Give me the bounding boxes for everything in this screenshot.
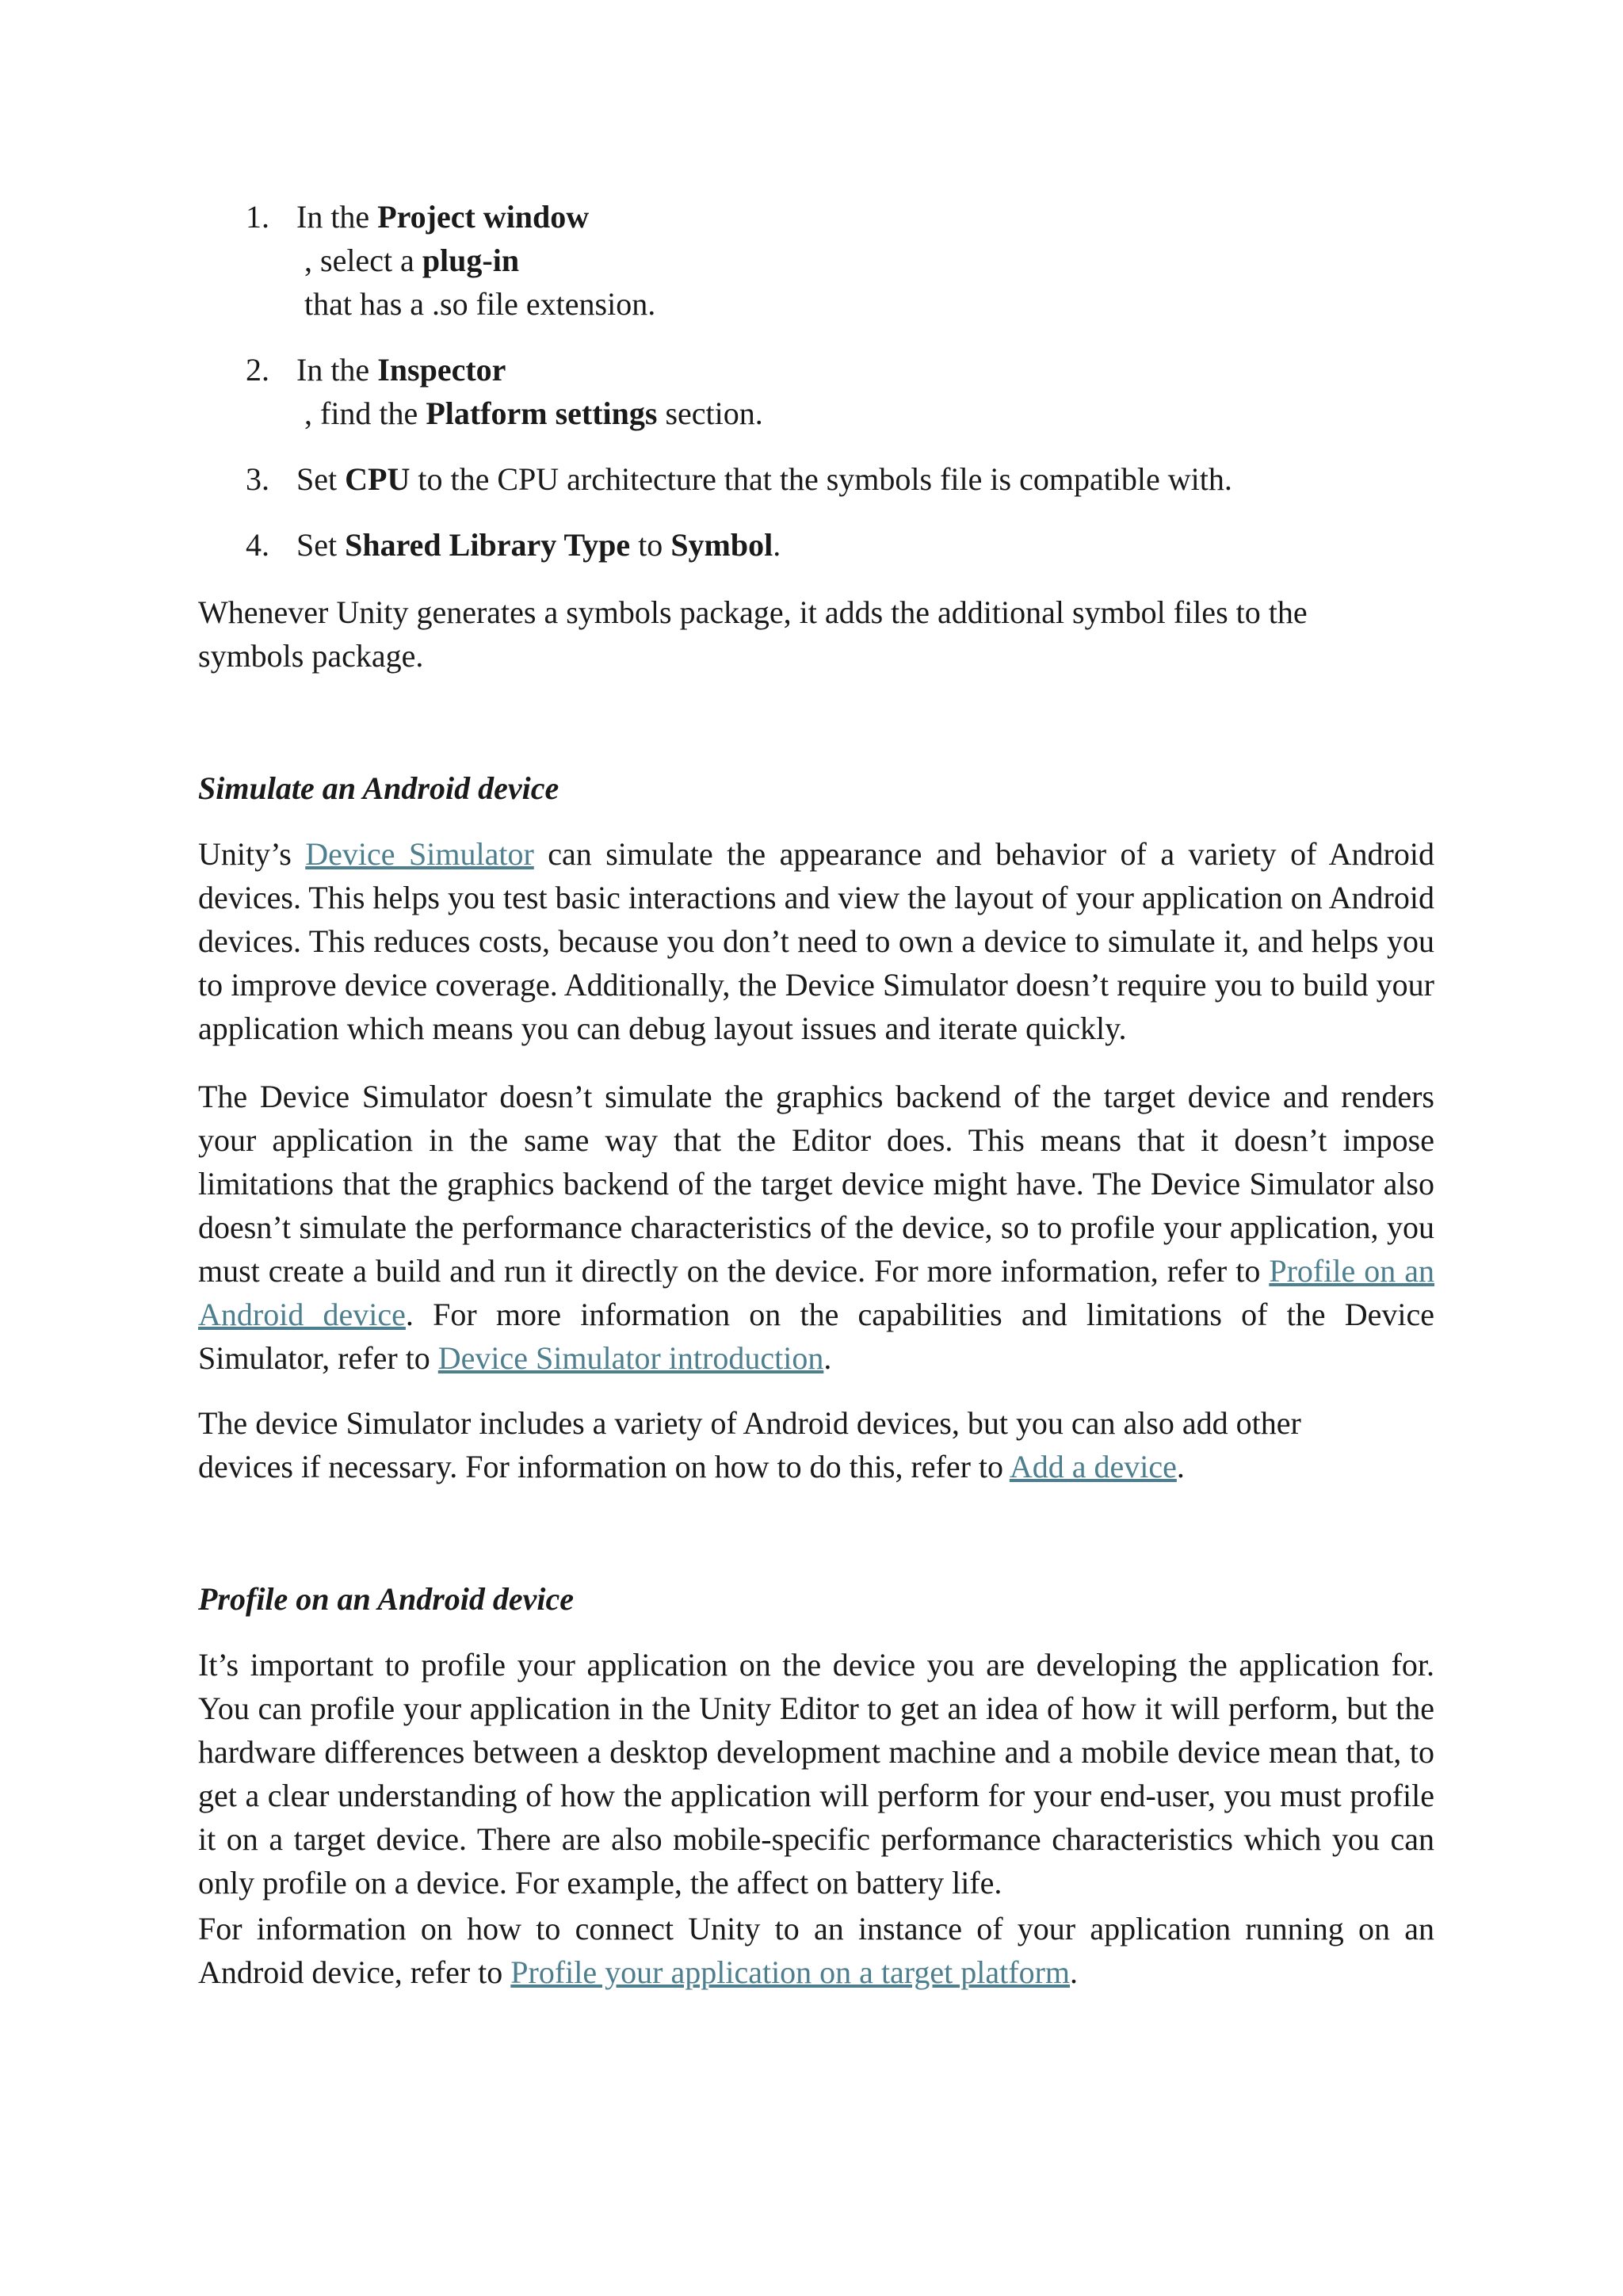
step-text: to <box>630 527 671 563</box>
paragraph-text: For information on how to connect Unity to an instance of your application running on an Android device, refer to <box>198 1911 1434 1990</box>
step-text: Set <box>296 461 346 497</box>
paragraph-text: The device Simulator includes a variety of Android devices, but you can also add other devices if necessary. For information on how to do this, refer to <box>198 1405 1301 1484</box>
step-bold: Symbol <box>670 527 773 563</box>
profile-target-platform-link[interactable]: Profile your application on a target platform <box>510 1954 1071 1990</box>
step-bold: Inspector <box>377 352 506 388</box>
paragraph-text: Unity’s <box>198 836 306 872</box>
step-bold: Project window <box>377 199 590 235</box>
step-line <box>296 348 1434 392</box>
step-bold: plug-in <box>422 243 520 278</box>
steps-list <box>198 195 1434 589</box>
step-text: to the CPU architecture that the symbols file is compatible with. <box>410 461 1232 497</box>
paragraph-text: The Device Simulator doesn’t simulate the graphics backend of the target device and renders your application in the same way that the Editor does. This means that it doesn’t impose limitations that the graphics backend of the target device might have. The Device Simulator also doesn’t simulate the performance characteristics of the device, so to profile your application, you must create a build and run it directly on the device. For more information, refer to <box>198 1079 1434 1289</box>
device-simulator-introduction-link[interactable]: Device Simulator introduction <box>437 1340 824 1376</box>
step-line <box>296 457 1434 501</box>
step-text: Set <box>296 527 346 563</box>
step-text: that has a .so file extension. <box>304 286 656 322</box>
step-number: 1. <box>246 199 269 235</box>
step-line <box>296 239 1434 282</box>
device-simulator-link[interactable]: Device Simulator <box>305 836 534 872</box>
step-bold: Platform settings <box>426 395 658 431</box>
step-item <box>198 348 1434 435</box>
step-number: 3. <box>246 461 269 497</box>
paragraph-text: . <box>1070 1954 1079 1990</box>
step-line <box>296 392 1434 435</box>
step-text: In the <box>296 199 378 235</box>
step-number: 4. <box>246 527 269 563</box>
step-bold: Shared Library Type <box>345 527 631 563</box>
step-text: . <box>773 527 781 563</box>
step-bold: CPU <box>345 461 411 497</box>
step-number: 2. <box>246 352 269 388</box>
step-item <box>198 195 1434 326</box>
profile-paragraph-1: It’s important to profile your application on the device you are developing the application for. You can profile your application in the Unity Editor to get an idea of how it will perform, but the hardware differences between a desktop development machine and a mobile device mean that, to get a clear understanding of how the application will perform for your end-user, you must profile it on a target device. There are also mobile-specific performance characteristics which you can only profile on a device. For example, the affect on battery life. <box>198 1647 1434 1901</box>
step-text: section. <box>657 395 763 431</box>
profile-android-device-link[interactable]: Profile on an Android device <box>198 1253 1434 1332</box>
profile-paragraph-2 <box>198 1907 1434 1994</box>
profile-heading: Profile on an Android device <box>198 1581 575 1617</box>
paragraph-text: can simulate the appearance and behavior of a variety of Android devices. This helps you test basic interactions and view the layout of your application on Android devices. This reduces costs, because you don’t need to own a device to simulate it, and helps you to improve device coverage. Additionally, the Device Simulator doesn’t require you to build your application which means you can debug layout issues and iterate quickly. <box>198 836 1434 1046</box>
simulate-paragraph-3 <box>198 1401 1363 1488</box>
simulate-paragraph-2 <box>198 1075 1434 1380</box>
paragraph-text: . For more information on the capabilities and limitations of the Device Simulator, refer to <box>198 1297 1435 1376</box>
symbols-note-paragraph: Whenever Unity generates a symbols package, it adds the additional symbol files to the symbols package. <box>198 594 1308 674</box>
step-line <box>296 195 1434 239</box>
paragraph-text: . <box>1176 1449 1185 1484</box>
simulate-heading: Simulate an Android device <box>198 770 559 806</box>
step-item <box>198 457 1434 501</box>
step-item <box>198 523 1434 567</box>
add-device-link[interactable]: Add a device <box>1009 1449 1177 1484</box>
simulate-paragraph-1 <box>198 832 1434 1050</box>
step-line <box>296 282 1434 326</box>
step-text: , select a <box>304 243 422 278</box>
paragraph-text: . <box>823 1340 832 1376</box>
step-line <box>296 523 1434 567</box>
step-text: , find the <box>304 395 426 431</box>
step-text: In the <box>296 352 378 388</box>
